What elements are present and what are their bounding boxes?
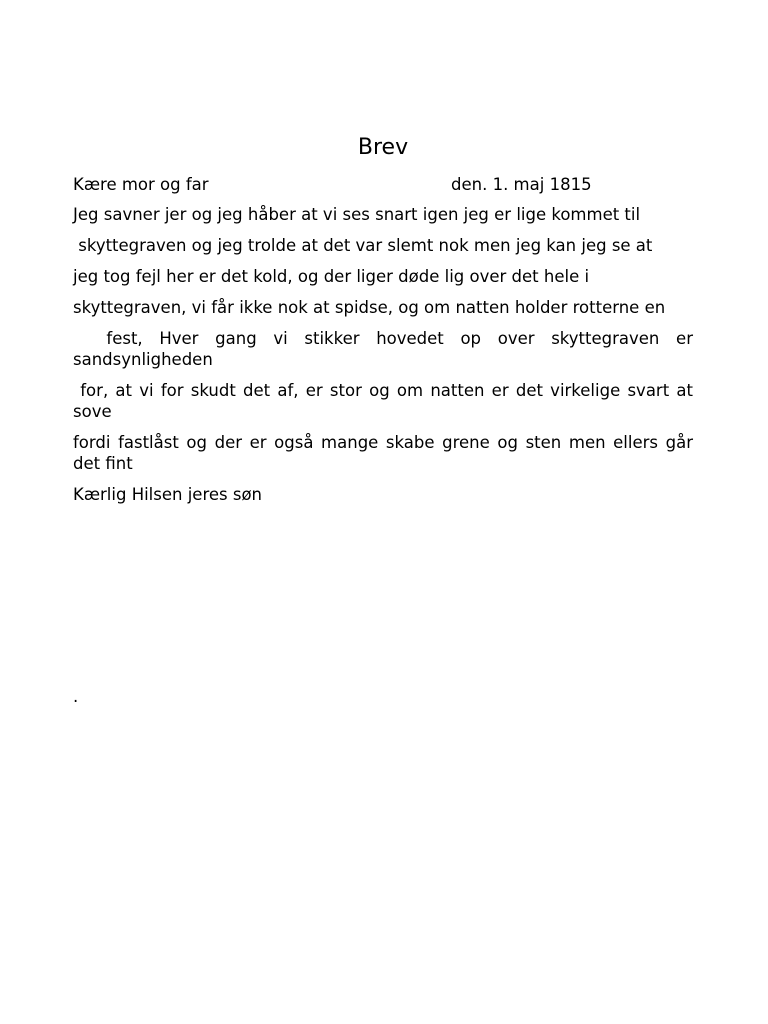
letter-closing: Kærlig Hilsen jeres søn	[73, 485, 263, 504]
letter-body	[73, 204, 699, 505]
letter-paragraph: skyttegraven og jeg trolde at det var slemt nok men jeg kan jeg se at	[73, 236, 653, 255]
letter-greeting: Kære mor og far	[73, 175, 209, 194]
letter-paragraph: fest, Hver gang vi stikker hovedet op over skyttegraven er sandsynligheden	[73, 329, 699, 369]
letter-date: den. 1. maj 1815	[451, 175, 592, 194]
letter-heading	[73, 174, 693, 196]
letter-paragraph: skyttegraven, vi får ikke nok at spidse, og om natten holder rotterne en	[73, 298, 666, 317]
letter-paragraph: for, at vi for skudt det af, er stor og om natten er det virkelige svart at sove	[73, 381, 699, 421]
letter-paragraph: fordi fastlåst og der er også mange skabe grene og sten men ellers går det fint	[73, 433, 699, 473]
letter-paragraph: Jeg savner jer og jeg håber at vi ses snart igen jeg er lige kommet til	[73, 205, 641, 224]
document-title: Brev	[357, 135, 409, 160]
trailing-mark: .	[73, 687, 79, 706]
letter-paragraph: jeg tog fejl her er det kold, og der liger døde lig over det hele i	[73, 267, 590, 286]
document-page	[73, 0, 699, 1024]
